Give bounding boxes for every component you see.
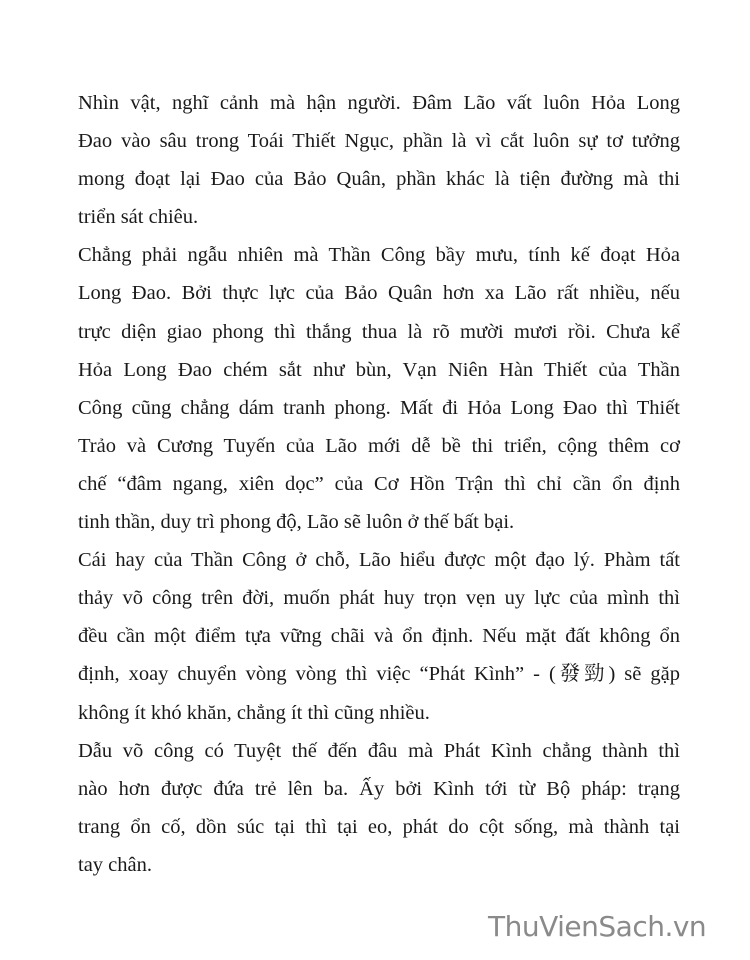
text-line: định, xoay chuyển vòng vòng thì việc “Phát Kình” - (發勁) sẽ gặp xyxy=(78,663,680,686)
watermark: ThuVienSach.vn xyxy=(488,910,707,943)
text-line: Công cũng chẳng dám tranh phong. Mất đi Hỏa Long Đao thì Thiết xyxy=(78,396,680,419)
text-line: Nhìn vật, nghĩ cảnh mà hận người. Đâm Lão vất luôn Hỏa Long xyxy=(78,92,680,114)
text-line: Cái hay của Thần Công ở chỗ, Lão hiểu được một đạo lý. Phàm tất xyxy=(78,549,680,572)
paragraph xyxy=(78,543,680,733)
text-line: không ít khó khăn, chẳng ít thì cũng nhiều. xyxy=(78,701,430,724)
text-line: triển sát chiêu. xyxy=(78,206,199,229)
text-line: chế “đâm ngang, xiên dọc” của Cơ Hồn Trận thì chỉ cần ổn định xyxy=(78,472,680,495)
paragraph xyxy=(78,86,680,238)
paragraph xyxy=(78,734,680,886)
paragraph xyxy=(78,238,680,543)
text-line: thảy võ công trên đời, muốn phát huy trọn vẹn uy lực của mình thì xyxy=(78,587,680,610)
text-line: tinh thần, duy trì phong độ, Lão sẽ luôn ở thế bất bại. xyxy=(78,511,515,534)
text-line: trang ổn cố, dồn súc tại thì tại eo, phát do cột sống, mà thành tại xyxy=(78,815,680,838)
text-line: tay chân. xyxy=(78,853,152,876)
text-line: Đao vào sâu trong Toái Thiết Ngục, phần là vì cắt luôn sự tơ tưởng xyxy=(78,130,680,153)
text-line: Chẳng phải ngẫu nhiên mà Thần Công bầy mưu, tính kế đoạt Hỏa xyxy=(78,244,680,267)
text-line: nào hơn được đứa trẻ lên ba. Ấy bởi Kình tới từ Bộ pháp: trạng xyxy=(78,777,680,800)
text-line: mong đoạt lại Đao của Bảo Quân, phần khác là tiện đường mà thi xyxy=(78,168,680,191)
document-body xyxy=(78,86,680,886)
text-line: đều cần một điểm tựa vững chãi và ổn định. Nếu mặt đất không ổn xyxy=(78,625,680,648)
text-line: Hỏa Long Đao chém sắt như bùn, Vạn Niên Hàn Thiết của Thần xyxy=(78,358,680,381)
text-line: Trảo và Cương Tuyến của Lão mới dễ bề thi triển, cộng thêm cơ xyxy=(78,434,680,457)
text-line: Long Đao. Bởi thực lực của Bảo Quân hơn xa Lão rất nhiều, nếu xyxy=(78,282,680,305)
text-line: Dẫu võ công có Tuyệt thế đến đâu mà Phát Kình chẳng thành thì xyxy=(78,739,680,762)
text-line: trực diện giao phong thì thắng thua là rõ mười mươi rồi. Chưa kể xyxy=(78,320,680,343)
